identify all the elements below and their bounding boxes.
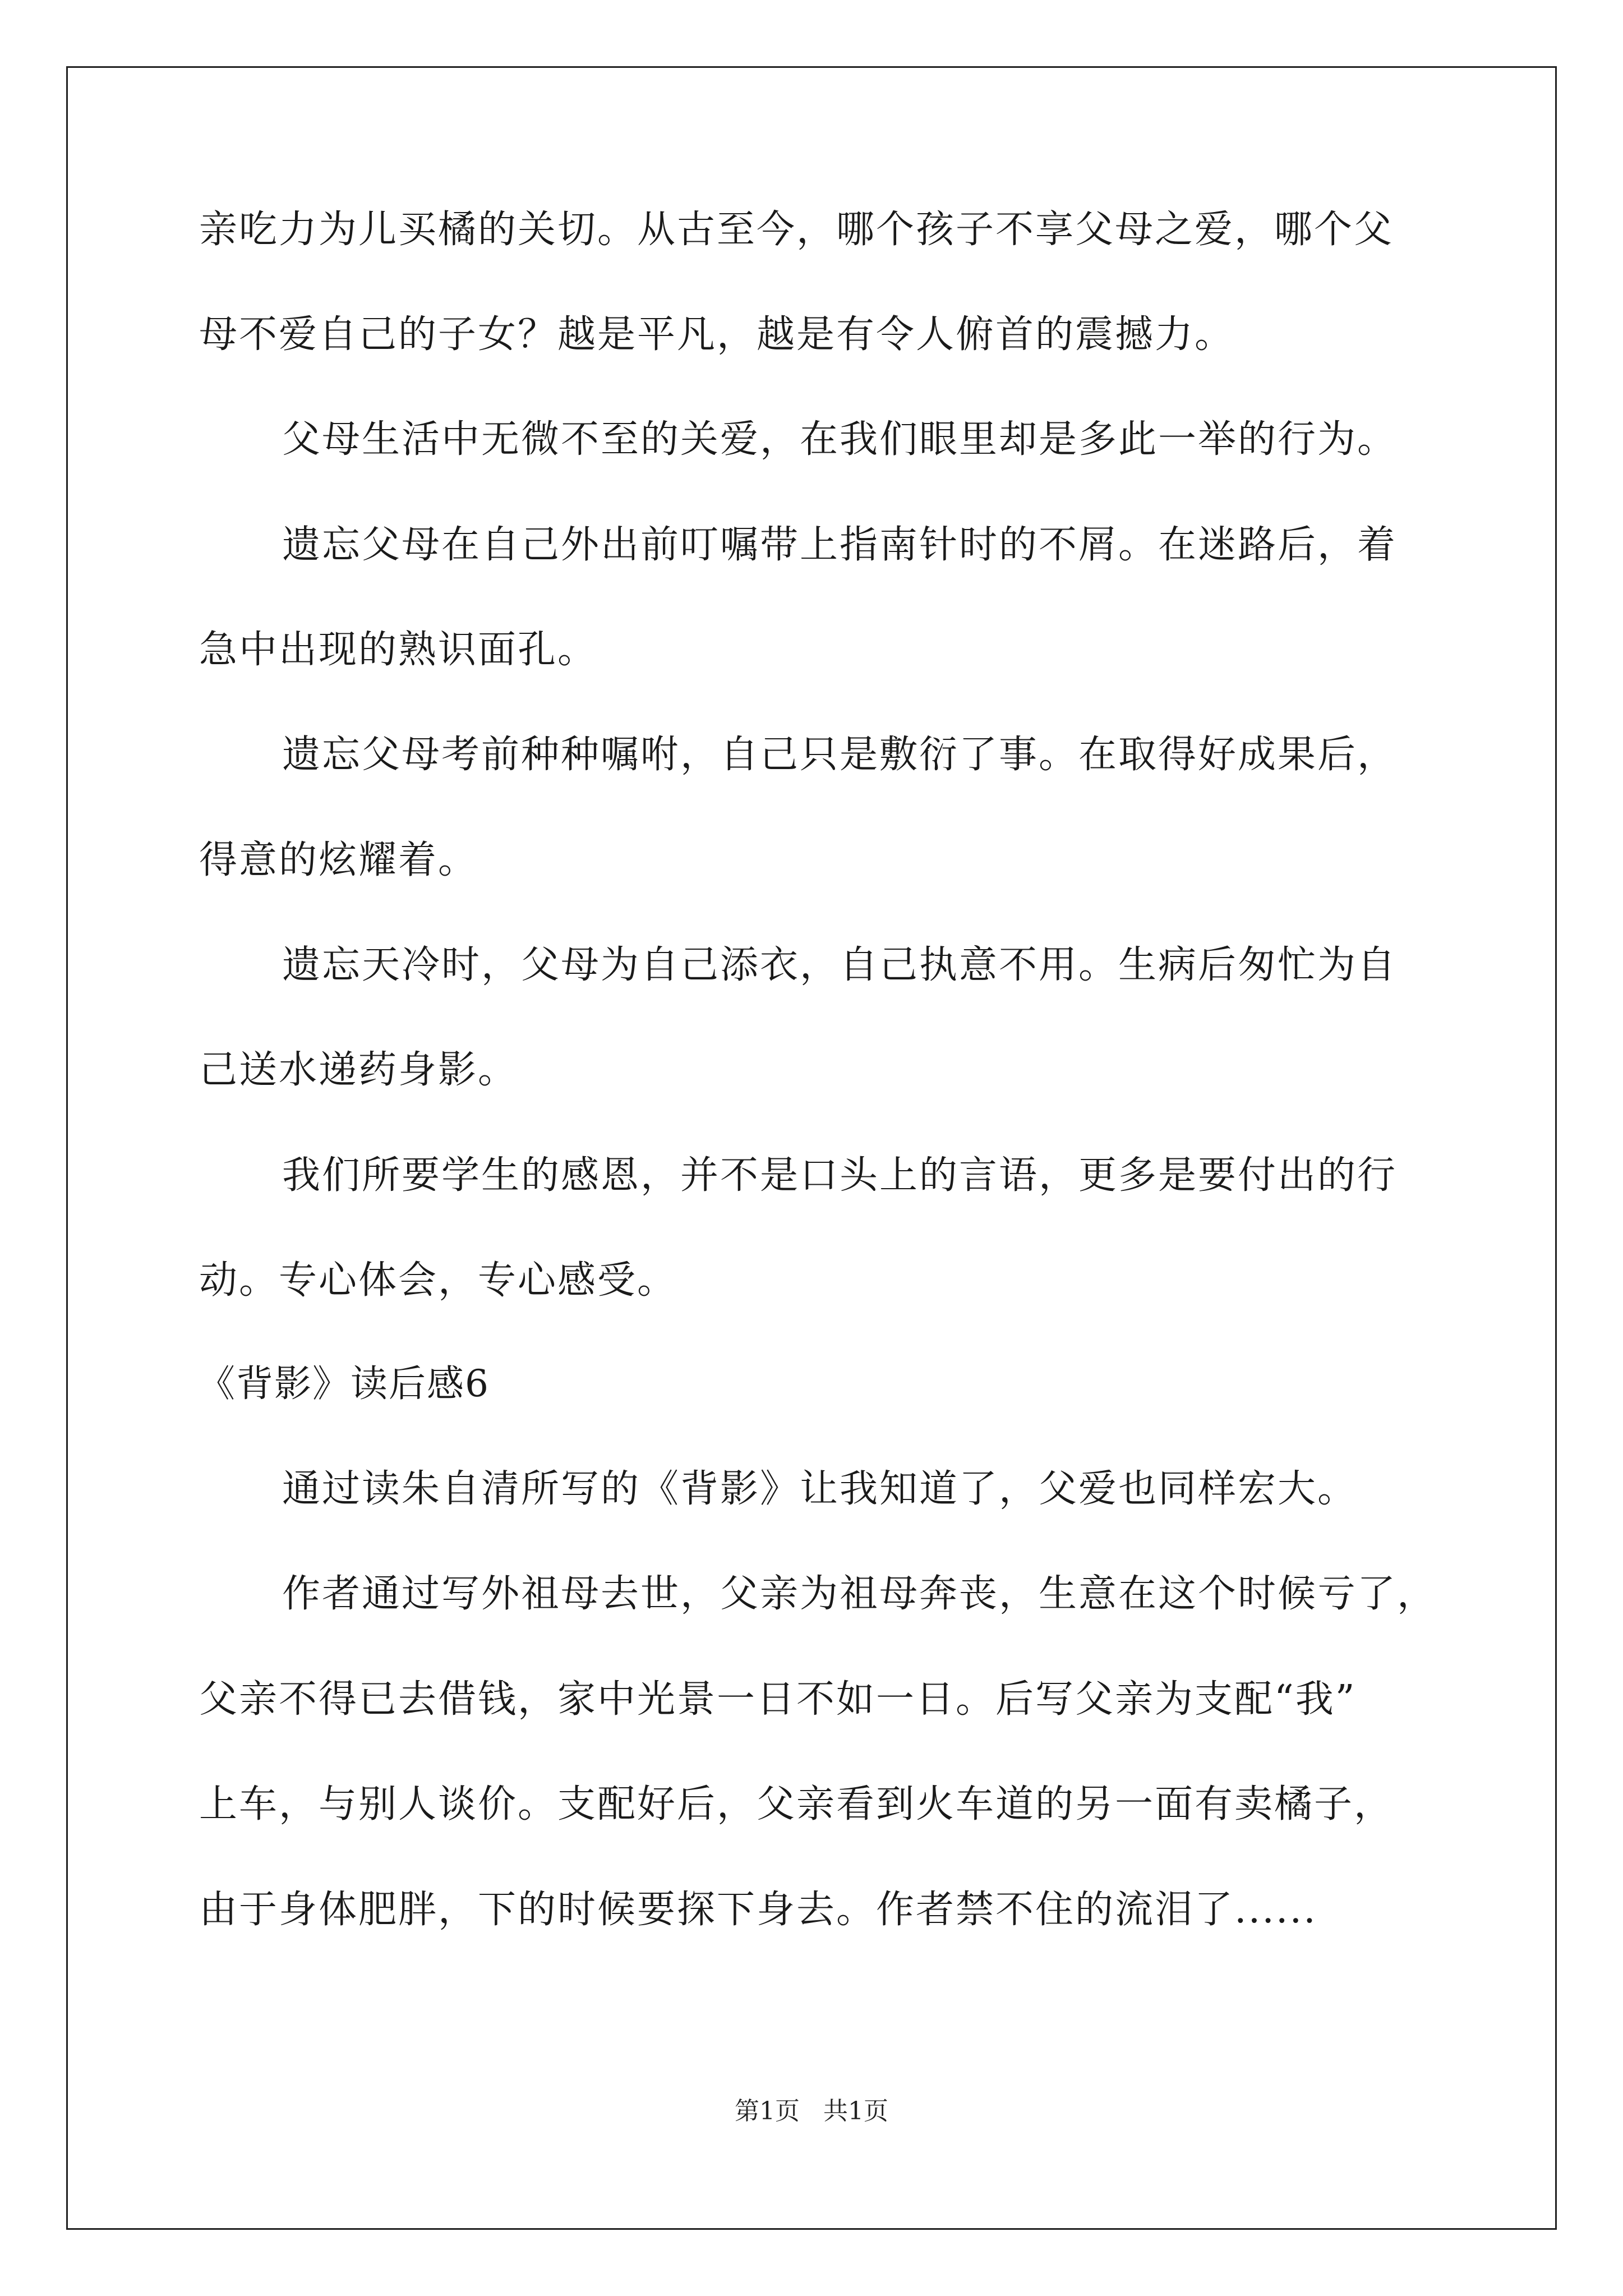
paragraph-line: 作者通过写外祖母去世，父亲为祖母奔丧，生意在这个时候亏了，: [282, 1572, 1437, 1616]
paragraph-line: 遗忘天冷时，父母为自己添衣，自己执意不用。生病后匆忙为自: [282, 943, 1398, 987]
text-line: 母不爱自己的子女？越是平凡，越是有令人俯首的震撼力。: [199, 312, 1235, 357]
paragraph-line: 我们所要学生的感恩，并不是口头上的言语，更多是要付出的行: [282, 1153, 1398, 1198]
section-heading: 《背影》读后感6: [198, 1362, 490, 1405]
text-line: 由于身体肥胖，下的时候要探下身去。作者禁不住的流泪了......: [199, 1888, 1317, 1932]
paragraph-line: 遗忘父母在自己外出前叮嘱带上指南针时的不屑。在迷路后，着: [282, 523, 1398, 567]
text-line: 父亲不得已去借钱，家中光景一日不如一日。后写父亲为支配“我”: [199, 1677, 1357, 1722]
paragraph-line: 父母生活中无微不至的关爱，在我们眼里却是多此一举的行为。: [282, 417, 1398, 462]
text-line: 动。专心体会，专心感受。: [199, 1258, 677, 1303]
text-line: 得意的炫耀着。: [199, 838, 478, 882]
page-footer: [0, 2097, 1623, 2126]
text-line: 急中出现的熟识面孔。: [199, 628, 598, 672]
page-number: 第1页: [735, 2097, 800, 2125]
text-line: 己送水递药身影。: [199, 1048, 518, 1092]
page-total: 共1页: [823, 2097, 888, 2125]
paragraph-line: 遗忘父母考前种种嘱咐，自己只是敷衍了事。在取得好成果后，: [282, 733, 1398, 777]
text-line: 亲吃力为儿买橘的关切。从古至今，哪个孩子不享父母之爱，哪个父: [199, 208, 1394, 252]
text-line: 上车，与别人谈价。支配好后，父亲看到火车道的另一面有卖橘子，: [199, 1782, 1394, 1826]
paragraph-line: 通过读朱自清所写的《背影》让我知道了，父爱也同样宏大。: [282, 1467, 1358, 1511]
